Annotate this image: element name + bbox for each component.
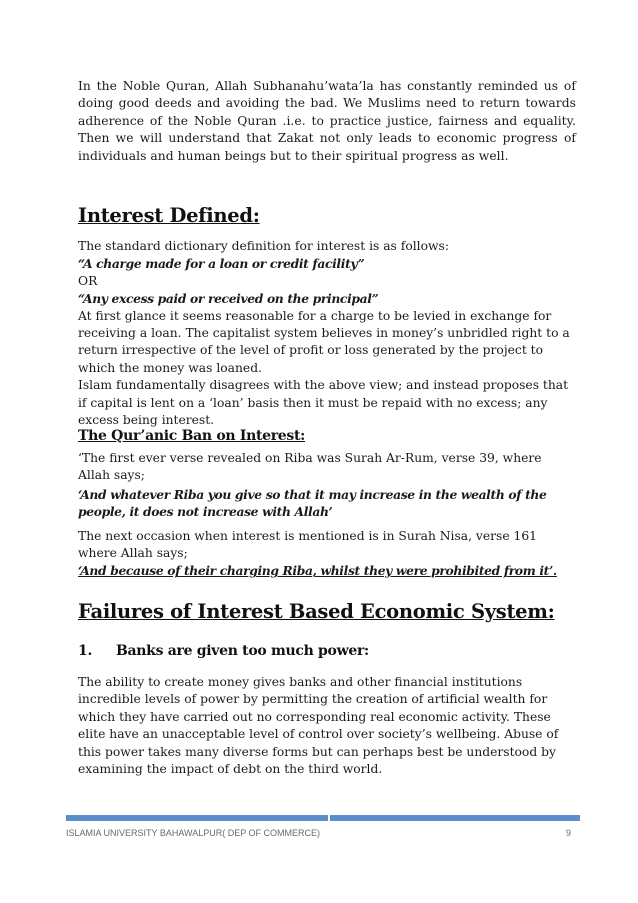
definition-quote-1: “A charge made for a loan or credit facility” xyxy=(78,256,365,272)
definition-lead: The standard dictionary definition for interest is as follows: xyxy=(78,239,449,253)
interest-defined-section xyxy=(78,238,576,429)
interest-paragraph-1: At first glance it seems reasonable for a charge to be levied in exchange for receiving a loan. The capitalist system believes in money’s unbridled right to a return irrespective of the level of profit or loss generated by the project to which the money was loaned. xyxy=(78,308,570,375)
intro-section xyxy=(78,78,576,165)
failures-paragraph: The ability to create money gives banks and other financial institutions incredible levels of power by permitting the creation of artificial wealth for which they have carried out no corresponding real economic activity. These elite have an unacceptable level of control over society’s wellbeing. Abuse of this power takes many diverse forms but can perhaps best be understood by examining the impact of debt on the third world. xyxy=(78,675,559,777)
quranic-ban-section xyxy=(78,450,576,580)
quranic-ban-paragraph-2: The next occasion when interest is mentioned is in Surah Nisa, verse 161 where Allah says; xyxy=(78,528,537,561)
footer-page-number: 9 xyxy=(566,828,572,838)
quranic-ban-heading: The Qur’anic Ban on Interest: xyxy=(78,428,306,444)
quranic-ban-quote-2: ‘And because of their charging Riba, whilst they were prohibited from it’. xyxy=(78,563,557,579)
interest-paragraph-2: Islam fundamentally disagrees with the above view; and instead proposes that if capital is lent on a ‘loan’ basis then it must be repaid with no excess; any excess being interest. xyxy=(78,378,569,428)
interest-defined-heading: Interest Defined: xyxy=(78,204,260,227)
failures-item-1-heading xyxy=(78,643,369,659)
failures-item-title: Banks are given too much power: xyxy=(116,643,369,659)
failures-section xyxy=(78,674,576,778)
definition-or: OR xyxy=(78,273,98,288)
quranic-ban-paragraph-1: ‘The first ever verse revealed on Riba was Surah Ar-Rum, verse 39, where Allah says; xyxy=(78,451,542,483)
definition-quote-2: “Any excess paid or received on the principal” xyxy=(78,291,379,307)
failures-heading: Failures of Interest Based Economic System: xyxy=(78,600,555,623)
footer-rule-divider xyxy=(328,815,330,821)
footer-rule xyxy=(66,815,580,821)
intro-paragraph: In the Noble Quran, Allah Subhanahu’wata’la has constantly reminded us of doing good deeds and avoiding the bad. We Muslims need to return towards adherence of the Noble Quran .i.e. to practice justice, fairness and equality. Then we will understand that Zakat not only leads to economic progress of individuals and human beings but to their spiritual progress as well. xyxy=(78,79,576,163)
footer-institution: ISLAMIA UNIVERSITY BAHAWALPUR( DEP OF COMMERCE) xyxy=(66,828,321,838)
quranic-ban-quote-1: ‘And whatever Riba you give so that it may increase in the wealth of the people, it does not increase with Allah’ xyxy=(78,486,547,520)
failures-item-number: 1. xyxy=(78,643,93,659)
